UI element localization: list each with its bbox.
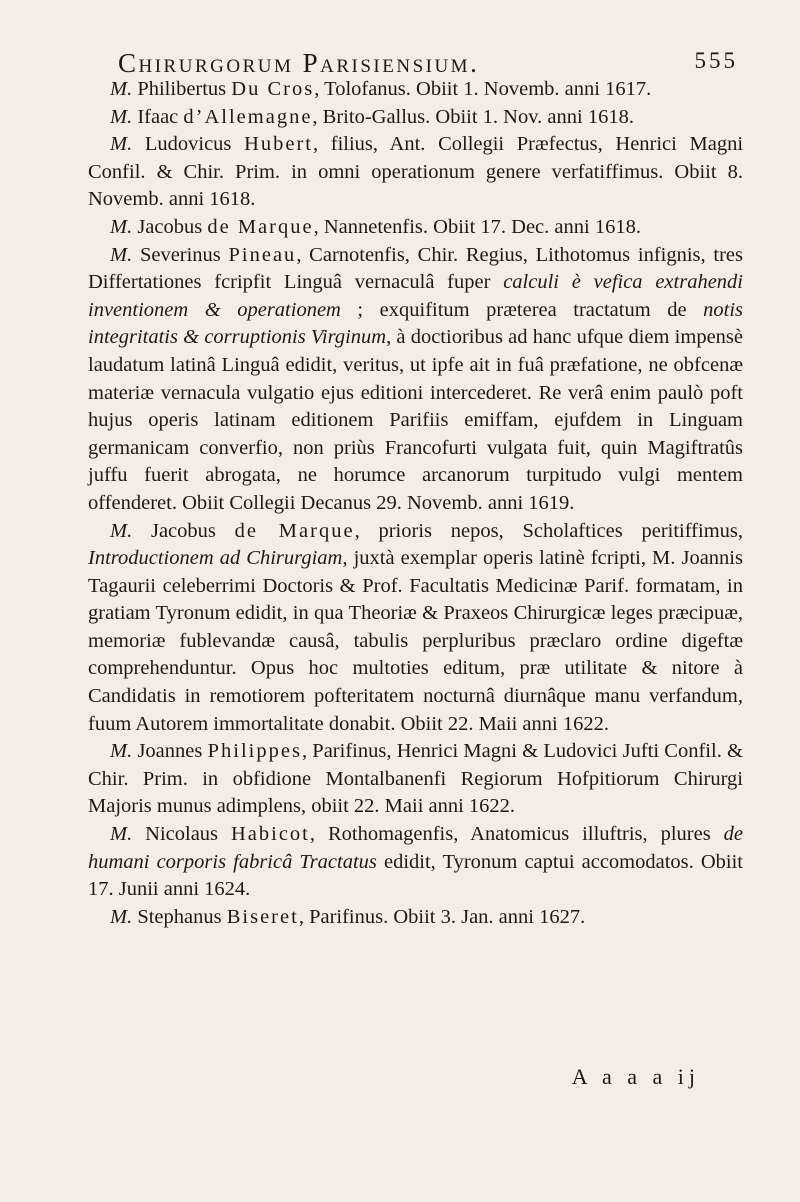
- entry-marker: M.: [110, 740, 133, 763]
- entry-text: , Parifinus, Henrici Magni & Ludovici Jufti Confil. & Chir. Prim. in obfidione Montalbanenfi Regiorum Hofpitiorum Chirurgi Majoris munus adimplens, obiit 22. Maii anni 1622.: [88, 740, 744, 818]
- entry-d-allemagne: [88, 104, 743, 132]
- surname: de Marque: [234, 519, 355, 542]
- entry-text: , filius, Ant. Collegii Præfectus, Henrici Magni Confil. & Chir. Prim. in omni operationum genere verfatiffimus. Obiit 8. Novemb. anni 1618.: [88, 133, 744, 211]
- entry-text: , Nannetenfis. Obiit 17. Dec. anni 1618.: [313, 215, 641, 238]
- entry-du-cros: [88, 76, 743, 104]
- entry-text: , à doctioribus ad hanc ufque diem impensè laudatum latinâ Linguâ edidit, veritus, ut ipfe ait in fuâ præfatione, ne obfcenæ materiæ vernacula vulgatio ejus editioni intercederet. Re verâ enim paulò poft hujus operis latinam editionem Parifiis emiffam, ejufdem in Linguam germanicam converfio, non priùs Francofurti vulgata fuit, quin Magiftratûs juffu fuerit abrogata, ne horumce arcanorum turpitudo vulgi mentem offenderet. Obiit Collegii Decanus 29. Novemb. anni 1619.: [88, 326, 743, 514]
- given-name: Ifaac: [137, 105, 184, 128]
- entry-pineau: [88, 242, 743, 518]
- running-title: Chirurgorum Parisiensium.: [118, 48, 480, 78]
- entry-text: , Parifinus. Obiit 3. Jan. anni 1627.: [298, 905, 586, 928]
- given-name: Ludovicus: [144, 133, 245, 156]
- surname: Philippes: [207, 740, 302, 763]
- entry-text: , Tolofanus. Obiit 1. Novemb. anni 1617.: [314, 78, 652, 100]
- given-name: Jacobus: [137, 215, 208, 238]
- entry-text: edidit, Tyronum captui accomodatos. Obiit 17. Junii anni 1624.: [88, 850, 743, 901]
- surname: Hubert: [244, 133, 313, 156]
- catchword: A a a a ij: [571, 1064, 700, 1089]
- italic-title: Introductionem ad Chirurgiam: [88, 547, 343, 570]
- given-name: Nicolaus: [145, 823, 231, 846]
- given-name: Joannes: [137, 740, 208, 763]
- surname: Habicot: [230, 823, 310, 846]
- entry-text: ; exquifitum præterea tractatum de: [340, 298, 704, 321]
- entry-text: , Brito-Gallus. Obiit 1. Nov. anni 1618.: [312, 105, 634, 128]
- entry-hubert: [88, 131, 743, 214]
- surname: Biseret: [226, 905, 299, 928]
- surname: Pineau: [228, 243, 297, 266]
- entry-de-marque-1: [88, 214, 743, 242]
- given-name: Jacobus: [150, 519, 235, 542]
- entry-text: , Rothomagenfis, Anatomicus illuftris, plures: [309, 823, 724, 846]
- entry-biseret: [88, 904, 743, 932]
- surname: de Marque: [207, 215, 314, 238]
- entry-de-marque-2: [88, 518, 743, 739]
- given-name: Stephanus: [137, 905, 227, 928]
- body-text: [88, 76, 743, 931]
- entry-marker: M.: [110, 519, 133, 542]
- entry-marker: M.: [110, 105, 133, 128]
- entry-habicot: [88, 821, 743, 904]
- italic-title: de humani corporis fabricâ Tractatus: [88, 823, 744, 873]
- entry-marker: M.: [110, 215, 133, 238]
- surname: d’Allemagne: [183, 105, 313, 128]
- given-name: Severinus: [139, 243, 229, 266]
- entry-text: , Carnotenfis, Chir. Regius, Lithotomus infignis, tres Differtationes fcripfit Linguâ vernaculâ fuper: [88, 243, 743, 294]
- entry-text: , juxtà exemplar operis latinè fcripti, M. Joannis Tagaurii celeberrimi Doctoris & Prof. Facultatis Medicinæ Parif. formatam, in gratiam Tyronum edidit, in qua Theoriæ & Praxeos Chirurgicæ leges præcipuæ, memoriæ fublevandæ causâ, tabulis perpluribus præclaro ordine digeftæ comprehenduntur. Opus hoc multoties editum, præ utilitate & nitore à Candidatis in remotiorem pofteritatem nocturnâ diurnâque manu verfandum, fuum Autorem immortalitate donabit. Obiit 22. Maii anni 1622.: [88, 547, 743, 735]
- entry-marker: M.: [110, 78, 133, 100]
- surname: Du Cros: [231, 78, 315, 100]
- entry-philippes: [88, 738, 743, 821]
- given-name: Philibertus: [137, 78, 232, 100]
- italic-title: notis integritatis & corruptionis Virginum: [88, 298, 743, 349]
- page-number: 555: [694, 48, 738, 73]
- entry-marker: M.: [110, 823, 133, 846]
- entry-marker: M.: [110, 133, 133, 156]
- italic-title: calculi è vefica extrahendi inventionem & operationem: [88, 271, 743, 321]
- entry-marker: M.: [110, 243, 133, 266]
- entry-marker: M.: [110, 905, 133, 928]
- entry-text: , prioris nepos, Scholaftices peritiffimus,: [354, 519, 744, 542]
